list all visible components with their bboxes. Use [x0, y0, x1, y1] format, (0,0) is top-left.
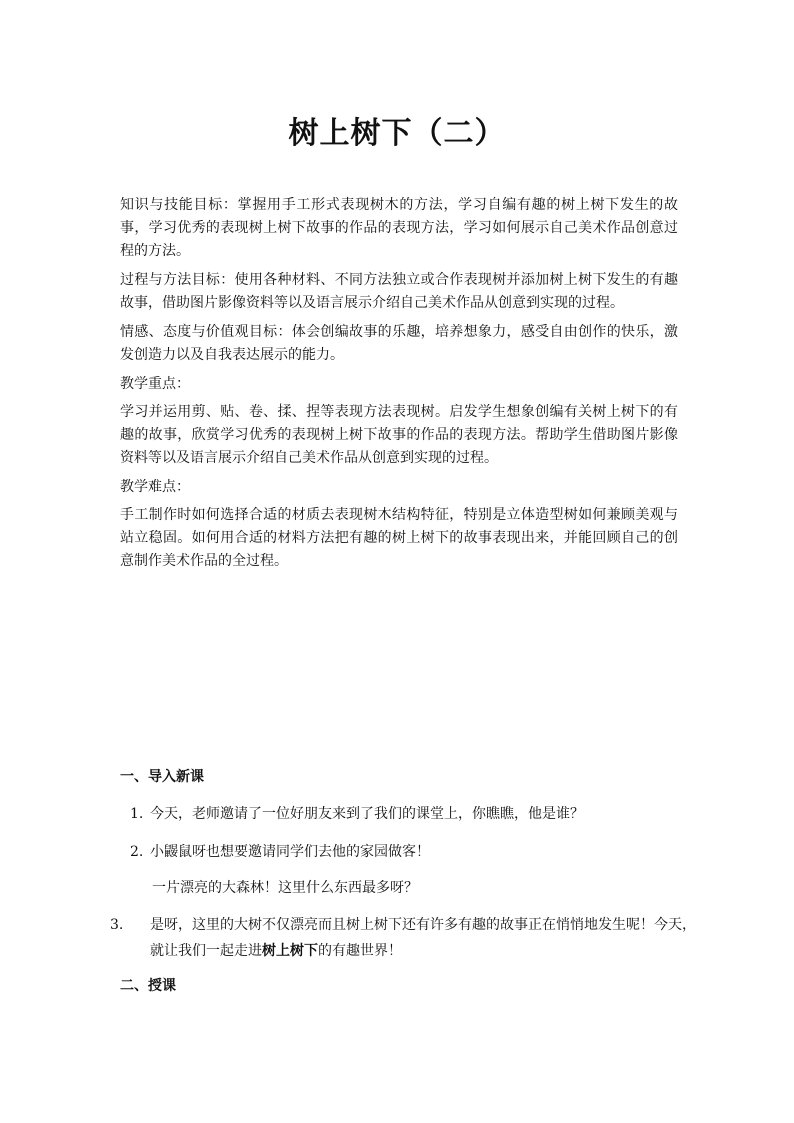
- list-number: 1.: [130, 806, 144, 822]
- emotion-objective: 情感、态度与价值观目标：体会创编故事的乐趣，培养想象力，感受自由创作的快乐，激发创造力以及自我表达展示的能力。: [120, 324, 678, 363]
- difficulty-text: 手工制作时如何选择合适的材质去表现树木结构特征，特别是立体造型树如何兼顾美观与站立稳固。如何用合适的材料方法把有趣的树上树下的故事表现出来，并能回顾自己的创意制作美术作品的全过程。: [120, 507, 678, 569]
- section-heading-intro: 一、导入新课: [120, 769, 204, 785]
- list-item-subline: 一片漂亮的大森林！这里什么东西最多呀？: [152, 880, 418, 896]
- list-item-bold-text: 树上树下: [262, 943, 318, 959]
- key-points-label: 教学重点：: [120, 376, 190, 392]
- page-title: 树上树下（二）: [288, 116, 506, 151]
- key-points-text: 学习并运用剪、贴、卷、揉、捏等表现方法表现树。启发学生想象创编有关树上树下的有趣的故事，欣赏学习优秀的表现树上树下故事的作品的表现方法。帮助学生借助图片影像资料等以及语言展示介绍自己美术作品从创意到实现的过程。: [120, 404, 678, 466]
- list-item-text: 是呀，这里的大树不仅漂亮而且树上树下还有许多有趣的故事正在悄悄地发生呢！今天，就让我们一起走进: [150, 917, 696, 959]
- list-item-text: 小鼹鼠呀也想要邀请同学们去他的家园做客！: [150, 844, 430, 860]
- list-number: 2.: [130, 844, 144, 860]
- section-heading-teaching: 二、授课: [120, 978, 176, 994]
- list-item: [110, 912, 700, 964]
- list-item: [130, 839, 680, 865]
- process-objective: 过程与方法目标：使用各种材料、不同方法独立或合作表现树并添加树上树下发生的有趣故事，借助图片影像资料等以及语言展示介绍自己美术作品从创意到实现的过程。: [120, 272, 678, 311]
- objectives-block: [120, 194, 678, 579]
- knowledge-objective: 知识与技能目标：掌握用手工形式表现树木的方法，学习自编有趣的树上树下发生的故事，学习优秀的表现树上树下故事的作品的表现方法，学习如何展示自己美术作品创意过程的方法。: [120, 197, 678, 259]
- list-item-text-end: 的有趣世界！: [318, 943, 402, 959]
- list-number: 3.: [110, 917, 124, 933]
- list-item: [130, 801, 680, 827]
- difficulty-label: 教学难点：: [120, 479, 190, 495]
- list-item-text: 今天，老师邀请了一位好朋友来到了我们的课堂上，你瞧瞧，他是谁？: [150, 806, 584, 822]
